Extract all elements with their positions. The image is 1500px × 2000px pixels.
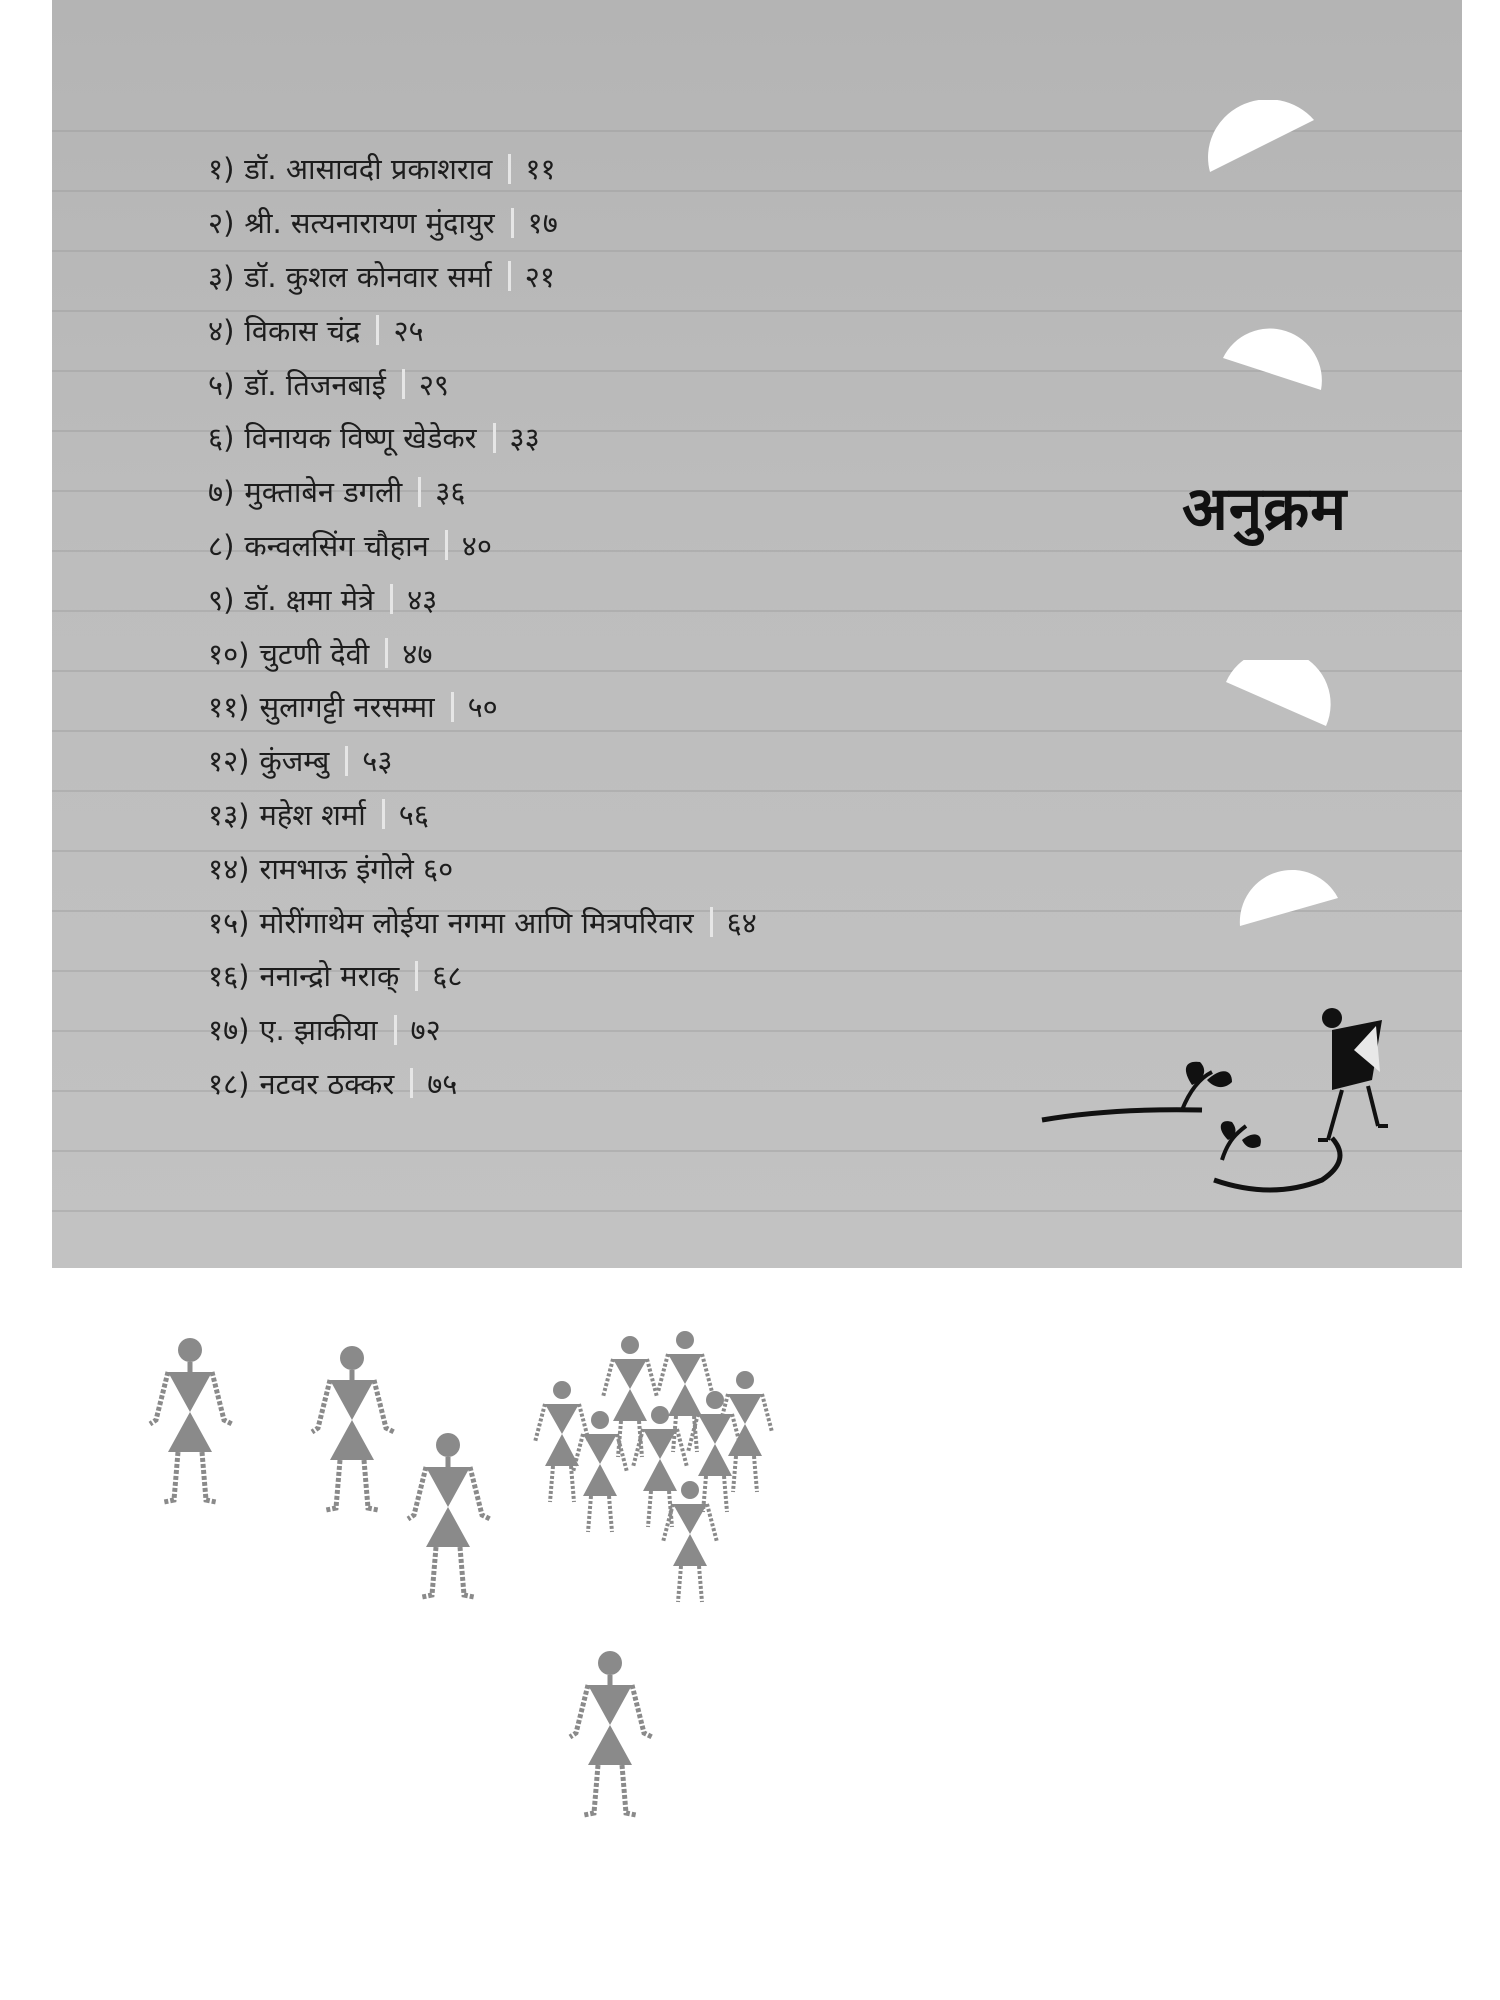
toc-separator bbox=[390, 584, 393, 614]
toc-title: डॉ. आसावदी प्रकाशराव bbox=[244, 152, 493, 187]
toc-separator bbox=[410, 1068, 413, 1098]
toc-entry bbox=[208, 572, 757, 626]
toc-separator bbox=[345, 746, 348, 776]
toc-entry bbox=[208, 895, 757, 949]
toc-title: चुटणी देवी bbox=[259, 636, 370, 671]
toc-number: ३) bbox=[208, 259, 235, 294]
toc-title: नटवर ठक्कर bbox=[259, 1066, 395, 1101]
toc-entry bbox=[208, 142, 757, 196]
toc-title: ए. झाकीया bbox=[259, 1013, 378, 1048]
contents-heading: अनुक्रम bbox=[1182, 474, 1348, 544]
toc-title: मुक्ताबेन डगली bbox=[244, 475, 403, 510]
toc-separator bbox=[376, 315, 379, 345]
toc-page-number: १७ bbox=[527, 206, 558, 241]
toc-page-number: ४३ bbox=[407, 582, 438, 617]
toc-title: कुंजम्बु bbox=[259, 744, 330, 779]
toc-entry bbox=[208, 1003, 757, 1057]
toc-number: १०) bbox=[208, 636, 250, 671]
toc-title: महेश शर्मा bbox=[259, 797, 366, 832]
toc-separator bbox=[508, 154, 511, 184]
toc-entry bbox=[208, 357, 757, 411]
toc-page-number: ७२ bbox=[410, 1013, 441, 1048]
toc-page-number: ४७ bbox=[402, 636, 433, 671]
toc-entry bbox=[208, 250, 757, 304]
toc-number: २) bbox=[208, 206, 235, 241]
toc-page-number: २९ bbox=[418, 367, 450, 402]
toc-title: मोरींगाथेम लोईया नगमा आणि मित्रपरिवार bbox=[259, 905, 694, 940]
toc-entry bbox=[208, 1057, 757, 1111]
toc-separator bbox=[385, 638, 388, 668]
toc-entry bbox=[208, 411, 757, 465]
toc-separator bbox=[382, 799, 385, 829]
half-moon-icon bbox=[1217, 318, 1327, 398]
toc-title: विकास चंद्र bbox=[244, 313, 361, 348]
toc-separator bbox=[508, 261, 511, 291]
toc-title: कन्वलसिंग चौहान bbox=[244, 528, 429, 563]
toc-number: १३) bbox=[208, 797, 250, 832]
half-moon-icon bbox=[1232, 850, 1342, 940]
toc-title: रामभाऊ इंगोले ६० bbox=[259, 851, 454, 886]
toc-title: डॉ. तिजनबाई bbox=[244, 367, 386, 402]
toc-page-number: ५० bbox=[467, 690, 498, 725]
toc-number: ११) bbox=[208, 690, 250, 725]
toc-number: ९) bbox=[208, 582, 235, 617]
toc-entry bbox=[208, 626, 757, 680]
toc-number: १५) bbox=[208, 905, 250, 940]
half-moon-icon bbox=[1202, 100, 1322, 180]
toc-page-number: २१ bbox=[524, 259, 555, 294]
toc-number: ४) bbox=[208, 313, 235, 348]
toc-entry bbox=[208, 465, 757, 519]
toc-page-number: ३६ bbox=[435, 475, 466, 510]
toc-separator bbox=[418, 477, 421, 507]
toc-separator bbox=[493, 423, 496, 453]
toc-title: ननान्द्रो मराक् bbox=[259, 959, 400, 994]
toc-entry bbox=[208, 788, 757, 842]
toc-separator bbox=[710, 907, 713, 937]
toc-number: ५) bbox=[208, 367, 235, 402]
toc-page-number: ४० bbox=[461, 528, 492, 563]
toc-separator bbox=[511, 208, 514, 238]
toc-title: सुलागट्टी नरसम्मा bbox=[259, 690, 435, 725]
warli-figures-illustration bbox=[130, 1300, 830, 1860]
toc-separator bbox=[451, 692, 454, 722]
toc-separator bbox=[402, 369, 405, 399]
toc-entry bbox=[208, 519, 757, 573]
half-moon-icon bbox=[1222, 660, 1332, 740]
toc-number: ६) bbox=[208, 421, 235, 456]
toc-title: डॉ. क्षमा मेत्रे bbox=[244, 582, 375, 617]
toc-page-number: ७५ bbox=[427, 1066, 458, 1101]
toc-number: ७) bbox=[208, 475, 235, 510]
toc-title: श्री. सत्यनारायण मुंदायुर bbox=[244, 206, 495, 241]
table-of-contents bbox=[208, 142, 757, 1110]
toc-page-number: ११ bbox=[525, 152, 556, 187]
toc-number: १८) bbox=[208, 1066, 250, 1101]
toc-page-number: ५६ bbox=[398, 797, 429, 832]
toc-title: विनायक विष्णू खेडेकर bbox=[244, 421, 477, 456]
toc-entry bbox=[208, 680, 757, 734]
toc-page-number: ६८ bbox=[432, 959, 463, 994]
toc-number: १४) bbox=[208, 851, 250, 886]
toc-entry bbox=[208, 196, 757, 250]
toc-title: डॉ. कुशल कोनवार सर्मा bbox=[244, 259, 492, 294]
toc-separator bbox=[394, 1015, 397, 1045]
toc-separator bbox=[415, 961, 418, 991]
toc-page-number: २५ bbox=[393, 313, 424, 348]
toc-entry bbox=[208, 949, 757, 1003]
toc-page-number: ३३ bbox=[509, 421, 540, 456]
bird-plant-illustration bbox=[1032, 990, 1432, 1220]
toc-number: १२) bbox=[208, 744, 250, 779]
contents-panel bbox=[52, 0, 1462, 1268]
toc-page-number: ६४ bbox=[726, 905, 757, 940]
toc-entry bbox=[208, 734, 757, 788]
toc-number: १७) bbox=[208, 1013, 250, 1048]
toc-number: १) bbox=[208, 152, 235, 187]
toc-separator bbox=[445, 530, 448, 560]
toc-number: ८) bbox=[208, 528, 235, 563]
toc-page-number: ५३ bbox=[362, 744, 393, 779]
toc-entry bbox=[208, 841, 757, 895]
toc-entry bbox=[208, 303, 757, 357]
toc-number: १६) bbox=[208, 959, 250, 994]
